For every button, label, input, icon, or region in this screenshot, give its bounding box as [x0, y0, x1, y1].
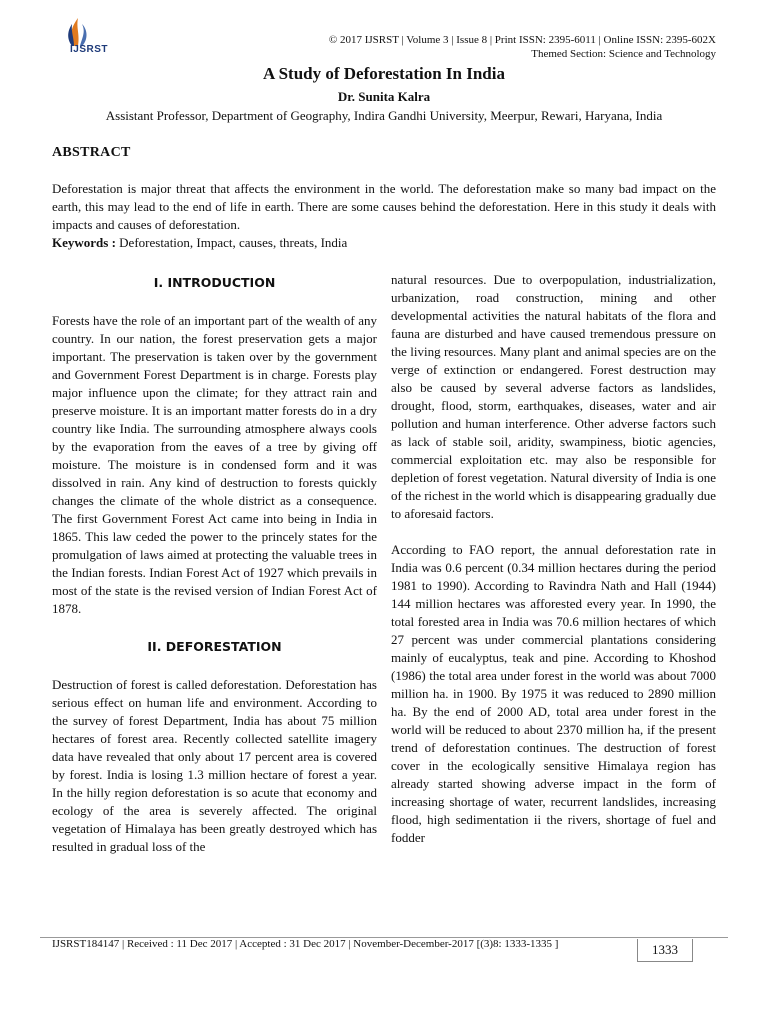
journal-volume-line: © 2017 IJSRST | Volume 3 | Issue 8 | Print ISSN: 2395-6011 | Online ISSN: 2395-602X — [328, 34, 716, 46]
logo-flame-icon — [58, 14, 128, 48]
abstract-heading: ABSTRACT — [52, 145, 131, 160]
deforestation-paragraph: Destruction of forest is called deforestation. Deforestation has serious effect on human life and environment. According to the survey of forest Department, India has about 75 million hectares of forest area. Recently collected satellite imagery data have revealed that only about 17 percent area is covered by forest. India is losing 1.3 million hectare of forest a year. In the hilly region deforestation is so acute that economy and ecology of the area is severely affected. The original vegetation of Himalaya has been greatly destroyed which has resulted in gradual loss of the — [52, 677, 377, 854]
journal-meta — [329, 33, 716, 61]
paper-title: A Study of Deforestation In India — [263, 64, 505, 83]
right-paragraph-2: According to FAO report, the annual deforestation rate in India was 0.6 percent (0.34 million hectares during the period 1981 to 1990). According to Ravindra Nath and Hall (1944) 144 million hectares was afforested every year. In 1990, the total forested area in India was 70.6 million hectares of which 27 percent was under commercial plantations considering mainly of eucalyptus, teak and pine. According to Khoshod (1986) the total area under forest in the world was about 7000 million ha. in 1900. By 1975 it was reduced to 2890 million ha. By the end of 2000 AD, total area under forest in the world will be reduced to about 2370 million ha, if the present trend of deforestation continues. The destruction of forest cover in the ecologically sensitive Himalaya region has already started showing adverse impact in the form of increasing shortage of water, recurrent landslides, increasing flood, high sedimentation ii the rivers, shortage of fuel and fodder — [391, 542, 716, 845]
deforestation-heading: II. DEFORESTATION — [147, 639, 282, 654]
abstract-text: Deforestation is major threat that affects the environment in the world. The deforestation make so many bad impact on the earth, this may lead to the end of life in earth. There are some causes behind the deforestation. Here in this study it deals with impacts and causes of deforestation. — [52, 181, 716, 232]
introduction-paragraph: Forests have the role of an important part of the wealth of any country. In our nation, the forest preservation gets a major important. The preservation is taken over by the government and Government Forest Department is in charge. Forests play major influence upon the climate; for they attract rain and preserve moisture. It is an important matter forests do in a dry country like India. The surrounding atmosphere always cools by the evaporation from the eaves of a tree by giving off moisture. The moisture is in condensed form and it was dissolved in rain. Any kind of destruction to forests quickly changes the climate of the whole district as a consequence. The first Government Forest Act came into being in India in 1865. This law ceded the power to the princely states for the promulgation of laws aimed at protecting the valuable trees in the Indian forests. Indian Forest Act of 1927 which prevails in most of the state is the revised version of Indian Forest Act of 1878. — [52, 313, 377, 616]
logo-text: IJSRST — [70, 44, 109, 55]
introduction-heading: I. INTRODUCTION — [153, 275, 276, 290]
page-number: 1333 — [637, 939, 693, 962]
author-affiliation: Assistant Professor, Department of Geography, Indira Gandhi University, Meerpur, Rewari, Haryana, India — [105, 108, 663, 123]
keywords — [52, 234, 716, 252]
keywords-list: Deforestation, Impact, causes, threats, India — [115, 235, 348, 250]
right-paragraph-1: natural resources. Due to overpopulation, industrialization, urbanization, road construction, mining and other developmental activities the natural habitats of the flora and fauna are disturbed and have caused tremendous pressure on the living resources. Many plant and animal species are on the verge of extinction or endangered. Forest destruction may also be caused by several adverse factors as landslides, drought, flood, storm, earthquakes, diseases, water and air pollution and human interference. Other adverse factors such as lack of stable soil, aridity, swampiness, biotic agencies, commercial exploitation etc. may also be responsible for depletion of forest vegetation. Natural diversity of India is one of the richest in the world which is disappearing gradually due to aforesaid factors. — [391, 272, 716, 521]
left-column — [52, 272, 377, 856]
themed-section-line: Themed Section: Science and Technology — [531, 48, 716, 60]
right-column — [391, 271, 716, 847]
footer-citation: IJSRST184147 | Received : 11 Dec 2017 | Accepted : 31 Dec 2017 | November-December-2017 [(3)8: 1333-1335 ] — [52, 938, 559, 950]
journal-logo — [58, 14, 128, 64]
author-name: Dr. Sunita Kalra — [337, 89, 431, 104]
keywords-label: Keywords : — [52, 235, 116, 250]
